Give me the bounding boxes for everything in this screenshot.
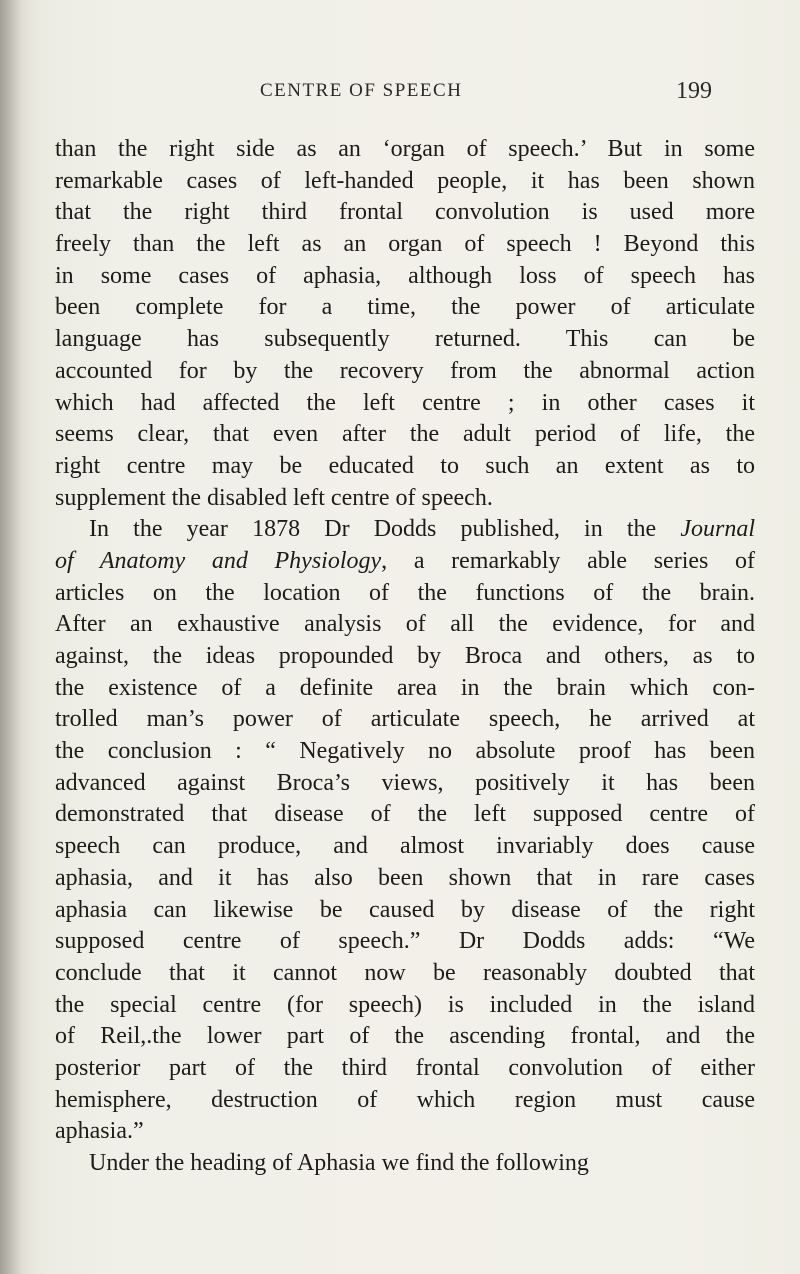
text-line: conclude that it cannot now be reasonably doubted that <box>55 959 755 986</box>
text-line: than the right side as an ‘organ of speech.’ But in some <box>55 136 755 162</box>
text-line: speech can produce, and almost invariably does cause <box>55 833 755 860</box>
journal-title-italic: Journal <box>680 516 755 543</box>
binding-gutter-shadow <box>0 0 22 1274</box>
text-line: demonstrated that disease of the left supposed centre of <box>55 801 755 828</box>
text-span: , a remarkably able series of <box>381 547 756 574</box>
text-line: supplement the disabled left centre of speech. <box>55 484 493 511</box>
body-text <box>55 134 755 1180</box>
text-line: been complete for a time, the power of articulate <box>55 294 755 321</box>
text-line: remarkable cases of left-handed people, it has been shown <box>55 167 755 194</box>
text-line: freely than the left as an organ of speech ! Beyond this <box>55 231 755 258</box>
text-line: aphasia.” <box>55 1118 144 1145</box>
text-line: trolled man’s power of articulate speech, he arrived at <box>55 706 755 733</box>
text-line <box>55 546 755 578</box>
text-line: aphasia, and it has also been shown that in rare cases <box>55 864 755 891</box>
running-head: CENTRE OF SPEECH <box>260 80 463 101</box>
text-line: supposed centre of speech.” Dr Dodds adds: “We <box>55 928 755 955</box>
text-line: posterior part of the third frontal convolution of either <box>55 1054 755 1081</box>
text-line: Under the heading of Aphasia we find the following <box>89 1150 589 1176</box>
text-line: aphasia can likewise be caused by disease of the right <box>55 896 755 923</box>
journal-title-italic: of Anatomy and Physiology <box>55 547 382 574</box>
text-line: hemisphere, destruction of which region must cause <box>55 1086 755 1113</box>
text-line <box>55 514 755 546</box>
text-line: language has subsequently returned. This can be <box>55 326 755 353</box>
text-line: against, the ideas propounded by Broca and others, as to <box>55 643 755 669</box>
text-line: accounted for by the recovery from the abnormal action <box>55 357 755 384</box>
text-line: advanced against Broca’s views, positively it has been <box>55 769 755 796</box>
text-span: In the year 1878 Dr Dodds published, in the <box>89 516 681 543</box>
text-line: articles on the location of the functions of the brain. <box>55 579 755 606</box>
page-number: 199 <box>676 78 712 104</box>
page-header <box>0 80 800 110</box>
text-line: the special centre (for speech) is included in the island <box>55 991 755 1018</box>
text-line: right centre may be educated to such an extent as to <box>55 452 755 479</box>
text-line: in some cases of aphasia, although loss of speech has <box>55 262 755 289</box>
text-line: the conclusion : “ Negatively no absolute proof has been <box>55 738 755 765</box>
text-line: of Reil,.the lower part of the ascending frontal, and the <box>55 1023 755 1050</box>
text-line: seems clear, that even after the adult period of life, the <box>55 421 755 448</box>
text-line: which had affected the left centre ; in other cases it <box>55 389 755 416</box>
text-line: After an exhaustive analysis of all the evidence, for and <box>55 611 755 638</box>
text-line: that the right third frontal convolution is used more <box>55 199 755 226</box>
text-line: the existence of a definite area in the brain which con- <box>55 674 755 701</box>
